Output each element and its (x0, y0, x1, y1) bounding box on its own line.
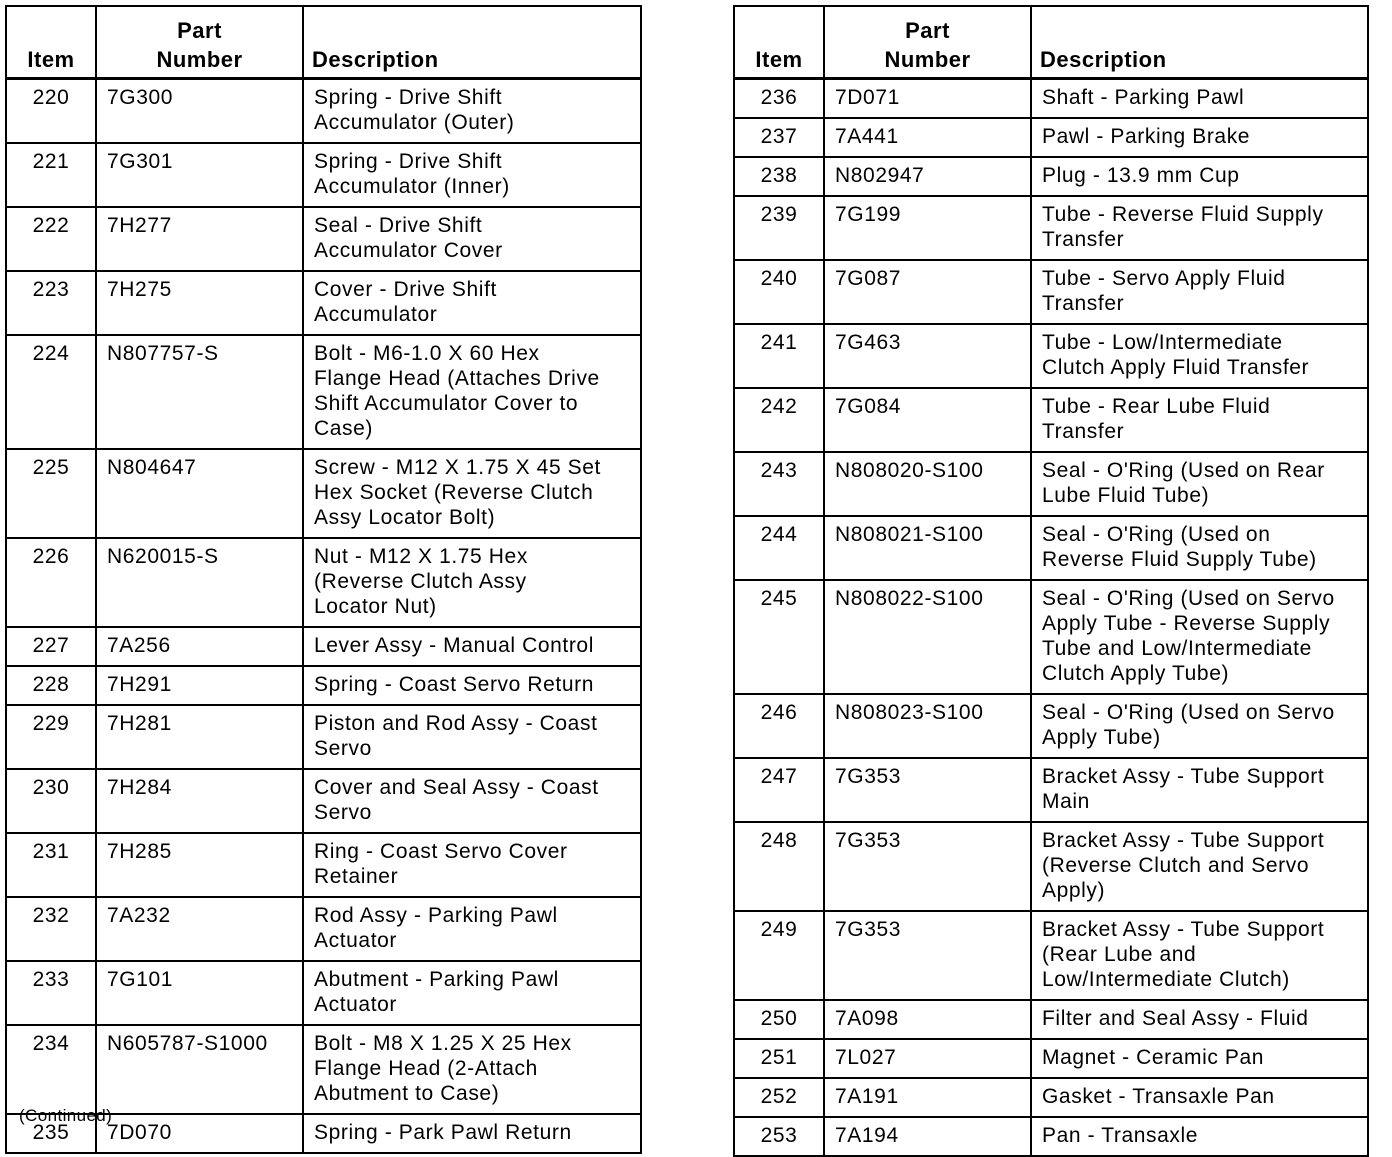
left-parts-table (5, 5, 642, 1154)
item-cell: 239 (734, 196, 824, 260)
description-cell: Spring - Park Pawl Return (303, 1114, 641, 1153)
description-cell: Bracket Assy - Tube Support (Rear Lube and Low/Intermediate Clutch) (1031, 911, 1368, 1000)
table-row (734, 1000, 1368, 1039)
item-cell: 247 (734, 758, 824, 822)
description-cell: Seal - Drive Shift Accumulator Cover (303, 207, 641, 271)
description-cell: Lever Assy - Manual Control (303, 627, 641, 666)
part-number-cell: 7D071 (824, 79, 1031, 119)
table-row (734, 452, 1368, 516)
description-cell: Gasket - Transaxle Pan (1031, 1078, 1368, 1117)
part-number-cell: 7A232 (96, 897, 303, 961)
item-cell: 241 (734, 324, 824, 388)
table-row (734, 196, 1368, 260)
description-cell: Tube - Servo Apply Fluid Transfer (1031, 260, 1368, 324)
table-row (734, 79, 1368, 119)
description-cell: Seal - O'Ring (Used on Rear Lube Fluid Tube) (1031, 452, 1368, 516)
item-cell: 244 (734, 516, 824, 580)
item-cell: 226 (6, 538, 96, 627)
table-row (6, 271, 641, 335)
right-parts-table (733, 5, 1369, 1157)
part-number-cell: 7H285 (96, 833, 303, 897)
part-number-cell: 7G084 (824, 388, 1031, 452)
item-cell: 228 (6, 666, 96, 705)
header-description: Description (303, 6, 641, 79)
table-row (734, 758, 1368, 822)
part-number-cell: 7L027 (824, 1039, 1031, 1078)
item-cell: 234 (6, 1025, 96, 1114)
description-cell: Abutment - Parking Pawl Actuator (303, 961, 641, 1025)
item-cell: 236 (734, 79, 824, 119)
table-row (734, 822, 1368, 911)
part-number-cell: N620015-S (96, 538, 303, 627)
table-row (6, 705, 641, 769)
part-number-cell: 7G087 (824, 260, 1031, 324)
part-number-cell: 7H277 (96, 207, 303, 271)
table-row (734, 516, 1368, 580)
description-cell: Cover and Seal Assy - Coast Servo (303, 769, 641, 833)
table-row (6, 897, 641, 961)
item-cell: 240 (734, 260, 824, 324)
part-number-cell: 7H291 (96, 666, 303, 705)
description-cell: Nut - M12 X 1.75 Hex (Reverse Clutch Assy Locator Nut) (303, 538, 641, 627)
item-cell: 253 (734, 1117, 824, 1156)
item-cell: 224 (6, 335, 96, 449)
item-cell: 237 (734, 118, 824, 157)
part-number-cell: 7G300 (96, 79, 303, 144)
description-cell: Seal - O'Ring (Used on Servo Apply Tube - Reverse Supply Tube and Low/Intermediate Clutch Apply Tube) (1031, 580, 1368, 694)
header-part-number: Part Number (96, 6, 303, 79)
part-number-cell: N808023-S100 (824, 694, 1031, 758)
table-row (734, 1117, 1368, 1156)
part-number-cell: N802947 (824, 157, 1031, 196)
description-cell: Pan - Transaxle (1031, 1117, 1368, 1156)
description-cell: Spring - Drive Shift Accumulator (Inner) (303, 143, 641, 207)
description-cell: Bolt - M8 X 1.25 X 25 Hex Flange Head (2-Attach Abutment to Case) (303, 1025, 641, 1114)
part-number-cell: 7G301 (96, 143, 303, 207)
table-row (734, 1078, 1368, 1117)
part-number-cell: 7A441 (824, 118, 1031, 157)
description-cell: Spring - Coast Servo Return (303, 666, 641, 705)
item-cell: 243 (734, 452, 824, 516)
item-cell: 242 (734, 388, 824, 452)
part-number-cell: N807757-S (96, 335, 303, 449)
item-cell: 231 (6, 833, 96, 897)
item-cell: 246 (734, 694, 824, 758)
table-row (6, 627, 641, 666)
description-cell: Pawl - Parking Brake (1031, 118, 1368, 157)
item-cell: 223 (6, 271, 96, 335)
item-cell: 249 (734, 911, 824, 1000)
header-item: Item (734, 6, 824, 79)
description-cell: Screw - M12 X 1.75 X 45 Set Hex Socket (Reverse Clutch Assy Locator Bolt) (303, 449, 641, 538)
description-cell: Seal - O'Ring (Used on Servo Apply Tube) (1031, 694, 1368, 758)
part-number-cell: 7G353 (824, 758, 1031, 822)
table-row (734, 157, 1368, 196)
part-number-cell: 7G199 (824, 196, 1031, 260)
part-number-cell: 7H281 (96, 705, 303, 769)
item-cell: 250 (734, 1000, 824, 1039)
description-cell: Plug - 13.9 mm Cup (1031, 157, 1368, 196)
part-number-cell: 7A191 (824, 1078, 1031, 1117)
item-cell: 251 (734, 1039, 824, 1078)
item-cell: 229 (6, 705, 96, 769)
item-cell: 248 (734, 822, 824, 911)
table-row (6, 79, 641, 144)
table-row (734, 911, 1368, 1000)
table-row (734, 694, 1368, 758)
description-cell: Filter and Seal Assy - Fluid (1031, 1000, 1368, 1039)
item-cell: 227 (6, 627, 96, 666)
table-row (734, 324, 1368, 388)
table-row (734, 260, 1368, 324)
continued-note: (Continued) (19, 1106, 113, 1125)
description-cell: Bolt - M6-1.0 X 60 Hex Flange Head (Attaches Drive Shift Accumulator Cover to Case) (303, 335, 641, 449)
table-row (6, 538, 641, 627)
part-number-cell: 7G353 (824, 911, 1031, 1000)
part-number-cell: N808020-S100 (824, 452, 1031, 516)
part-number-cell: N808022-S100 (824, 580, 1031, 694)
table-row (6, 666, 641, 705)
item-cell: 235 (6, 1114, 96, 1153)
part-number-cell: 7D070 (96, 1114, 303, 1153)
description-cell: Rod Assy - Parking Pawl Actuator (303, 897, 641, 961)
description-cell: Piston and Rod Assy - Coast Servo (303, 705, 641, 769)
item-cell: 221 (6, 143, 96, 207)
item-cell: 225 (6, 449, 96, 538)
part-number-cell: N808021-S100 (824, 516, 1031, 580)
part-number-cell: 7G101 (96, 961, 303, 1025)
header-part-number: Part Number (824, 6, 1031, 79)
header-description: Description (1031, 6, 1368, 79)
table-row (734, 118, 1368, 157)
item-cell: 222 (6, 207, 96, 271)
header-row (6, 6, 641, 79)
item-cell: 245 (734, 580, 824, 694)
description-cell: Bracket Assy - Tube Support Main (1031, 758, 1368, 822)
right-table-body (734, 6, 1368, 1156)
part-number-cell: 7H275 (96, 271, 303, 335)
part-number-cell: N605787-S1000 (96, 1025, 303, 1114)
left-table-body (6, 6, 641, 1153)
part-number-cell: 7A098 (824, 1000, 1031, 1039)
table-row (6, 207, 641, 271)
table-row (6, 961, 641, 1025)
item-cell: 230 (6, 769, 96, 833)
part-number-cell: 7G463 (824, 324, 1031, 388)
table-row (6, 1025, 641, 1114)
item-cell: 232 (6, 897, 96, 961)
item-cell: 233 (6, 961, 96, 1025)
header-row (734, 6, 1368, 79)
table-row (6, 335, 641, 449)
header-item: Item (6, 6, 96, 79)
description-cell: Bracket Assy - Tube Support (Reverse Clutch and Servo Apply) (1031, 822, 1368, 911)
table-row (6, 833, 641, 897)
table-row (734, 1039, 1368, 1078)
part-number-cell: N804647 (96, 449, 303, 538)
description-cell: Seal - O'Ring (Used on Reverse Fluid Supply Tube) (1031, 516, 1368, 580)
part-number-cell: 7A194 (824, 1117, 1031, 1156)
table-row (734, 388, 1368, 452)
description-cell: Spring - Drive Shift Accumulator (Outer) (303, 79, 641, 144)
part-number-cell: 7G353 (824, 822, 1031, 911)
description-cell: Ring - Coast Servo Cover Retainer (303, 833, 641, 897)
table-row (734, 580, 1368, 694)
description-cell: Cover - Drive Shift Accumulator (303, 271, 641, 335)
part-number-cell: 7H284 (96, 769, 303, 833)
table-row (6, 143, 641, 207)
item-cell: 252 (734, 1078, 824, 1117)
part-number-cell: 7A256 (96, 627, 303, 666)
description-cell: Tube - Low/Intermediate Clutch Apply Fluid Transfer (1031, 324, 1368, 388)
description-cell: Tube - Reverse Fluid Supply Transfer (1031, 196, 1368, 260)
table-row (6, 449, 641, 538)
table-row (6, 769, 641, 833)
description-cell: Tube - Rear Lube Fluid Transfer (1031, 388, 1368, 452)
description-cell: Magnet - Ceramic Pan (1031, 1039, 1368, 1078)
item-cell: 238 (734, 157, 824, 196)
description-cell: Shaft - Parking Pawl (1031, 79, 1368, 119)
item-cell: 220 (6, 79, 96, 144)
